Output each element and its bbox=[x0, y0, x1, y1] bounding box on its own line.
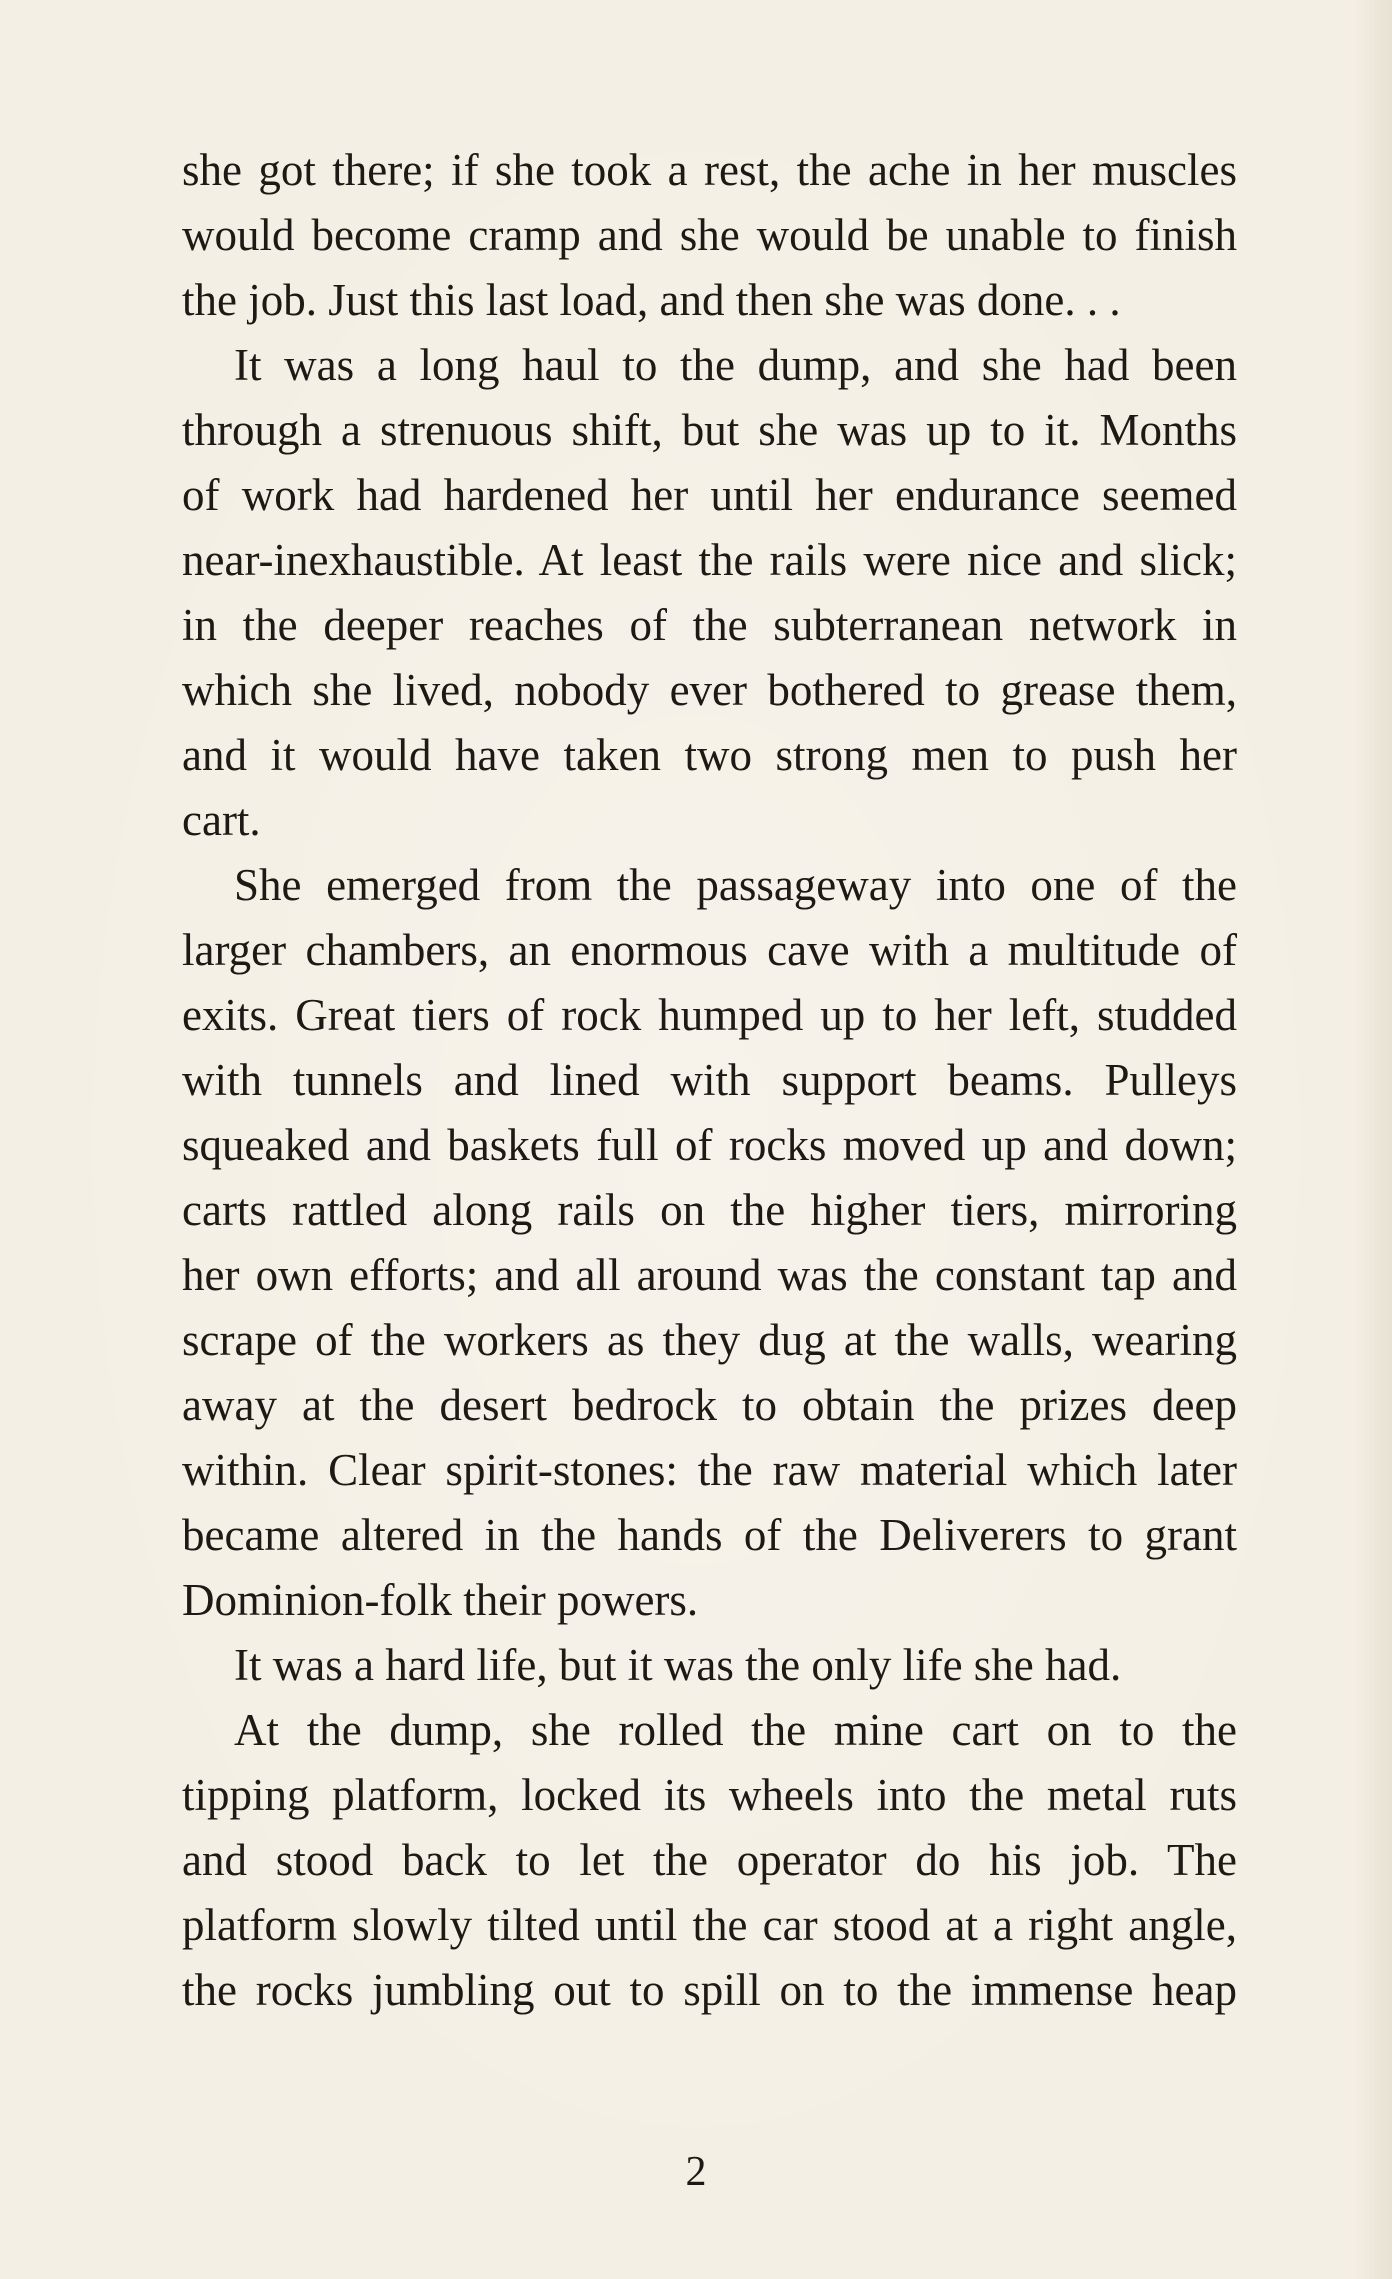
text-line: of work had hardened her until her endurance seemed bbox=[182, 470, 1237, 520]
text-line: became altered in the hands of the Deliverers to grant bbox=[182, 1510, 1237, 1560]
text-line: She emerged from the passageway into one of the bbox=[234, 860, 1237, 910]
text-line: near-inexhaustible. At least the rails were nice and slick; bbox=[182, 535, 1237, 585]
text-line: the job. Just this last load, and then she was done. . . bbox=[182, 275, 1121, 325]
text-line: squeaked and baskets full of rocks moved up and down; bbox=[182, 1120, 1237, 1170]
text-line: exits. Great tiers of rock humped up to her left, studded bbox=[182, 990, 1237, 1040]
text-line: with tunnels and lined with support beams. Pulleys bbox=[182, 1055, 1237, 1105]
page-edge-shadow bbox=[1352, 0, 1392, 2279]
page-number: 2 bbox=[685, 2149, 707, 2195]
body-text bbox=[182, 138, 1237, 2023]
text-line: which she lived, nobody ever bothered to grease them, bbox=[182, 665, 1237, 715]
text-line: and stood back to let the operator do his job. The bbox=[182, 1835, 1237, 1885]
text-line: within. Clear spirit-stones: the raw material which later bbox=[182, 1445, 1237, 1495]
text-line: she got there; if she took a rest, the ache in her muscles bbox=[182, 145, 1237, 195]
text-line: and it would have taken two strong men to push her bbox=[182, 730, 1237, 780]
text-line: cart. bbox=[182, 795, 261, 845]
text-line: carts rattled along rails on the higher tiers, mirroring bbox=[182, 1185, 1237, 1235]
text-line: the rocks jumbling out to spill on to the immense heap bbox=[182, 1965, 1237, 2015]
text-line: her own efforts; and all around was the constant tap and bbox=[182, 1250, 1237, 1300]
text-line: scrape of the workers as they dug at the walls, wearing bbox=[182, 1315, 1237, 1365]
text-line: Dominion-folk their powers. bbox=[182, 1575, 699, 1625]
text-line: It was a long haul to the dump, and she had been bbox=[234, 340, 1237, 390]
text-line: would become cramp and she would be unable to finish bbox=[182, 210, 1237, 260]
text-line: away at the desert bedrock to obtain the prizes deep bbox=[182, 1380, 1237, 1430]
text-line: It was a hard life, but it was the only life she had. bbox=[234, 1640, 1122, 1690]
text-line: At the dump, she rolled the mine cart on to the bbox=[234, 1705, 1237, 1755]
text-line: tipping platform, locked its wheels into the metal ruts bbox=[182, 1770, 1237, 1820]
text-line: in the deeper reaches of the subterranean network in bbox=[182, 600, 1237, 650]
text-line: platform slowly tilted until the car stood at a right angle, bbox=[182, 1900, 1237, 1950]
text-line: through a strenuous shift, but she was up to it. Months bbox=[182, 405, 1237, 455]
text-line: larger chambers, an enormous cave with a multitude of bbox=[182, 925, 1237, 975]
